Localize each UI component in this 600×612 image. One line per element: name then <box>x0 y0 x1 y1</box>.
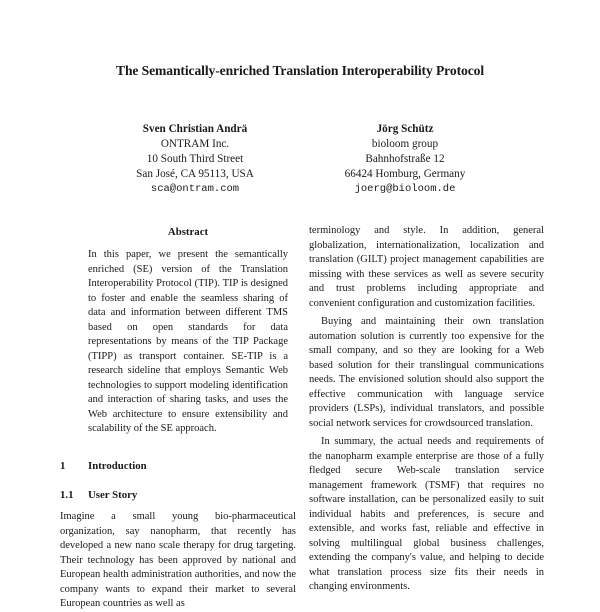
author-name: Sven Christian Andrä <box>142 123 248 135</box>
section-heading-introduction <box>60 460 147 472</box>
author-block-1 <box>95 122 295 197</box>
body-paragraph: Buying and maintaining their own translation automation solution is currently too expensive for the small company, and so they are looking for a Web based solution for their translingual communications needs. The envisioned solution should also support the effective communication with language service providers (LSPs), individual translators, and possible social network services for crowdsourced translation. <box>309 316 544 429</box>
body-paragraph: In summary, the actual needs and requirements of the nanopharm example enterprise are those of a fully fledged secure Web-scale translation service management framework (TSMF) that requires no software installation, can be personalized easily to suit individual habits and preferences, is secure and extensible, and works fast, reliable and effective in solving multilingual global business challenges, extending the company's value, and helping to decide what translation process size fits their needs in changing environments. <box>309 436 544 592</box>
subsection-heading-user-story <box>60 489 137 501</box>
section-number: 1 <box>60 460 66 472</box>
author-email: joerg@bioloom.de <box>354 183 456 195</box>
subsection-number: 1.1 <box>60 489 74 501</box>
author-street: Bahnhofstraße 12 <box>365 153 445 165</box>
right-column <box>309 224 544 599</box>
author-street: 10 South Third Street <box>146 153 244 165</box>
author-organization: ONTRAM Inc. <box>160 138 230 150</box>
abstract-heading: Abstract <box>167 226 209 238</box>
author-city: 66424 Homburg, Germany <box>344 168 466 180</box>
author-email: sca@ontram.com <box>150 183 240 195</box>
body-paragraph: terminology and style. In addition, general globalization, internationalization, localization and translation (GILT) project management capabilities are missing with these services as well as severe security and trust problems including appropriate and convenient configuration and customization facilities. <box>309 225 544 309</box>
author-organization: bioloom group <box>371 138 439 150</box>
subsection-title: User Story <box>88 489 138 501</box>
author-city: San José, CA 95113, USA <box>136 168 254 180</box>
author-name: Jörg Schütz <box>376 123 434 135</box>
paper-title: The Semantically-enriched Translation Interoperability Protocol <box>115 63 484 78</box>
left-column-paragraph: Imagine a small young bio-pharmaceutical organization, say nanopharm, that recently has developed a new nano scale therapy for drug targeting. Their technology has been approved by national and European health administration authorities, and now the company wants to expand their market to several European countries as well as <box>60 511 296 609</box>
author-block-2 <box>305 122 505 197</box>
abstract-text: In this paper, we present the semantically enriched (SE) version of the Translation Interoperability Protocol (TIP). TIP is designed to foster and enable the seamless sharing of data and information between different TMS based on open standards for data representations by means of the TIP Package (TIPP) as transport container. SE-TIP is a research sideline that employs Semantic Web technologies to support modeling identification and interaction of sharing tasks, and uses the Web architecture to ensure extensibility and scalability of the SE approach. <box>88 249 288 434</box>
section-title: Introduction <box>88 460 147 472</box>
